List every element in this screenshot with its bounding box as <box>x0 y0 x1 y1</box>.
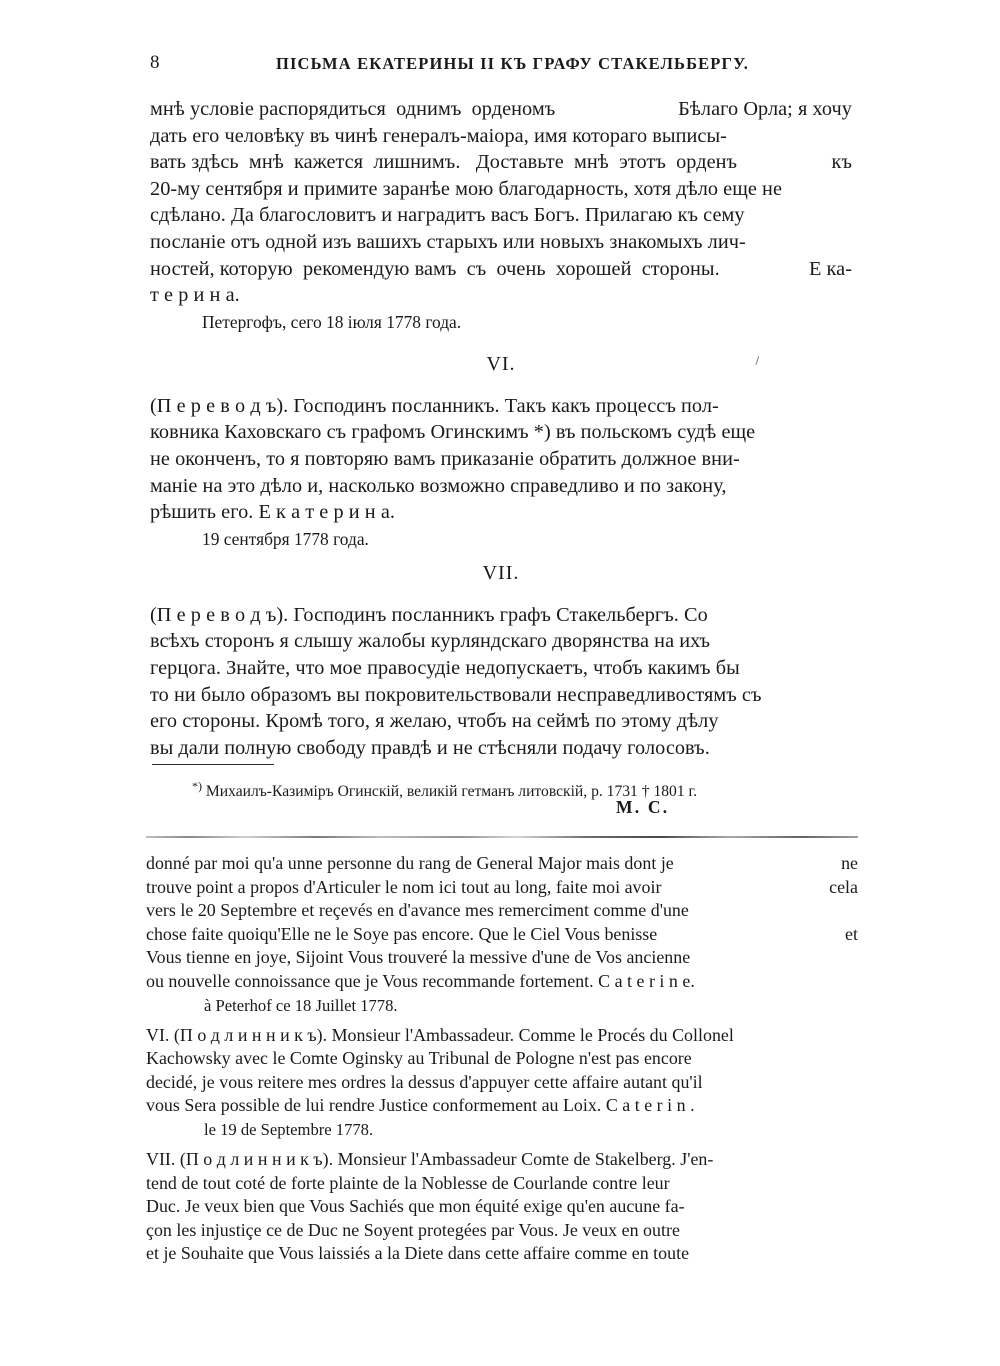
text-line: trouve point a propos d'Articuler le nom ici tout au long, faite moi avoir cela <box>146 876 858 897</box>
letter-date: le 19 de Septembre 1778. <box>204 1119 374 1139</box>
text-line: вы дали полную свободу правдѣ и не стѣсняли подачу голосовъ. <box>150 736 710 759</box>
text-line: donné par moi qu'a unne personne du rang de General Major mais dont je ne <box>146 853 858 873</box>
russian-text-block <box>150 96 852 761</box>
text-line: VI. (П о д л и н н и к ъ). Monsieur l'Ambassadeur. Comme le Procés du Collonel <box>146 1024 734 1045</box>
stray-mark-icon <box>749 354 759 365</box>
text-line: маніе на это дѣло и, насколько возможно справедливо и по закону, <box>150 474 727 497</box>
text-line: (П е р е в о д ъ). Господинъ посланникъ графъ Стакельбергъ. Со <box>150 603 708 626</box>
text-line: tend de tout coté de forte plainte de la Noblesse de Courlande contre leur <box>146 1172 670 1193</box>
text-line: çon les injustiçe ce de Duc ne Soyent protegées par Vous. Je veux en outre <box>146 1219 680 1240</box>
signature-line: т е р и н а. <box>150 284 240 307</box>
text-line: chose faite quoiqu'Elle ne le Soye pas encore. Que le Ciel Vous benisse et <box>146 923 858 944</box>
text-line: его стороны. Кромѣ того, я желаю, чтобъ на сеймѣ по этому дѣлу <box>150 710 719 733</box>
text-line: то ни было образомъ вы покровительствовали несправедливостямъ съ <box>150 683 762 706</box>
text-line: decidé, je vous reitere mes ordres la dessus d'appuyer cette affaire autant qu'il <box>146 1071 703 1092</box>
letter-v-continuation <box>150 96 852 335</box>
text-line: vers le 20 Septembre et reçevés en d'avance mes remerciment comme d'une <box>146 900 689 921</box>
french-text-block <box>146 852 858 1266</box>
text-line: всѣхъ сторонъ я слышу жалобы курляндскаго дворянства на ихъ <box>150 630 711 653</box>
text-line: VII. (П о д л и н н и к ъ). Monsieur l'Ambassadeur Comte de Stakelberg. J'en- <box>146 1148 714 1169</box>
section-divider <box>146 836 858 838</box>
section-heading-vii: VII. <box>482 561 520 584</box>
running-title: ПІСЬМА ЕКАТЕРИНЫ ІІ КЪ ГРАФУ СТАКЕЛЬБЕРГУ. <box>276 54 750 73</box>
letter-date: à Peterhof ce 18 Juillet 1778. <box>204 995 398 1015</box>
text-line: Kachowsky avec le Comte Oginsky au Tribunal de Pologne n'est pas encore <box>146 1048 692 1069</box>
text-line: Duc. Je veux bien que Vous Sachiés que mon équité exige qu'en aucune fa- <box>146 1196 685 1217</box>
section-vii-body <box>150 602 852 762</box>
signature-line: vous Sera possible de lui rendre Justice conformement au Loix. C a t e r i n . <box>146 1095 695 1116</box>
text-line: посланіе отъ одной изъ вашихъ старыхъ или новыхъ знакомыхъ лич- <box>150 230 746 253</box>
letter-date: 19 сентября 1778 года. <box>202 528 369 549</box>
text-line: et je Souhaite que Vous laissiés a la Diete dans cette affaire comme en toute <box>146 1243 690 1264</box>
text-line: дать его человѣку въ чинѣ генералъ-маіора, имя котораго выписы- <box>150 124 727 147</box>
signature-line: ou nouvelle connoissance que je Vous recommande fortement. C a t e r i n e. <box>146 970 695 991</box>
footnote-marker: *) <box>192 779 202 793</box>
text-line: (П е р е в о д ъ). Господинъ посланникъ. Такъ какъ процессъ пол- <box>150 394 719 417</box>
text-line: мнѣ условіе распорядиться однимъ орденомъ Бѣлаго Орла; я хочу <box>150 98 852 120</box>
french-letter-v-continuation <box>146 852 858 1017</box>
running-head <box>0 52 1000 78</box>
footnote-rule <box>152 764 274 765</box>
page-number: 8 <box>150 52 160 73</box>
footnote <box>192 776 872 802</box>
text-line: не оконченъ, то я повторяю вамъ приказаніе обратить должное вни- <box>150 447 740 470</box>
letter-date: Петергофъ, сего 18 іюля 1778 года. <box>202 311 462 332</box>
text-line: герцога. Знайте, что мое правосудіе недопускаетъ, чтобъ какимъ бы <box>150 656 740 679</box>
signature-line: рѣшить его. Е к а т е р и н а. <box>150 501 395 524</box>
text-line: Vous tienne en joye, Sijoint Vous trouveré la messive d'une de Vos ancienne <box>146 947 691 968</box>
french-section-vii <box>146 1148 858 1266</box>
text-line: сдѣлано. Да благословитъ и наградитъ васъ Богъ. Прилагаю къ сему <box>150 204 745 227</box>
text-line: вать здѣсь мнѣ кажется лишнимъ. Доставьте мнѣ этотъ орденъ къ <box>150 151 852 174</box>
editor-initials: М. С. <box>616 797 670 817</box>
french-section-vi <box>146 1024 858 1141</box>
text-line: 20-му сентября и примите заранѣе мою благодарность, хотя дѣло еще не <box>150 177 783 200</box>
footnote-text: Михаилъ-Казиміръ Огинскій, великій гетманъ литовскій, р. 1731 † 1801 г. <box>202 783 698 800</box>
section-heading-vi: VI. <box>150 349 852 379</box>
text-line: ностей, которую рекомендую вамъ съ очень хорошей стороны. Е ка- <box>150 257 852 280</box>
section-vi-body <box>150 393 852 552</box>
text-line: ковника Каховскаго съ графомъ Огинскимъ *) въ польскомъ судѣ еще <box>150 421 756 444</box>
